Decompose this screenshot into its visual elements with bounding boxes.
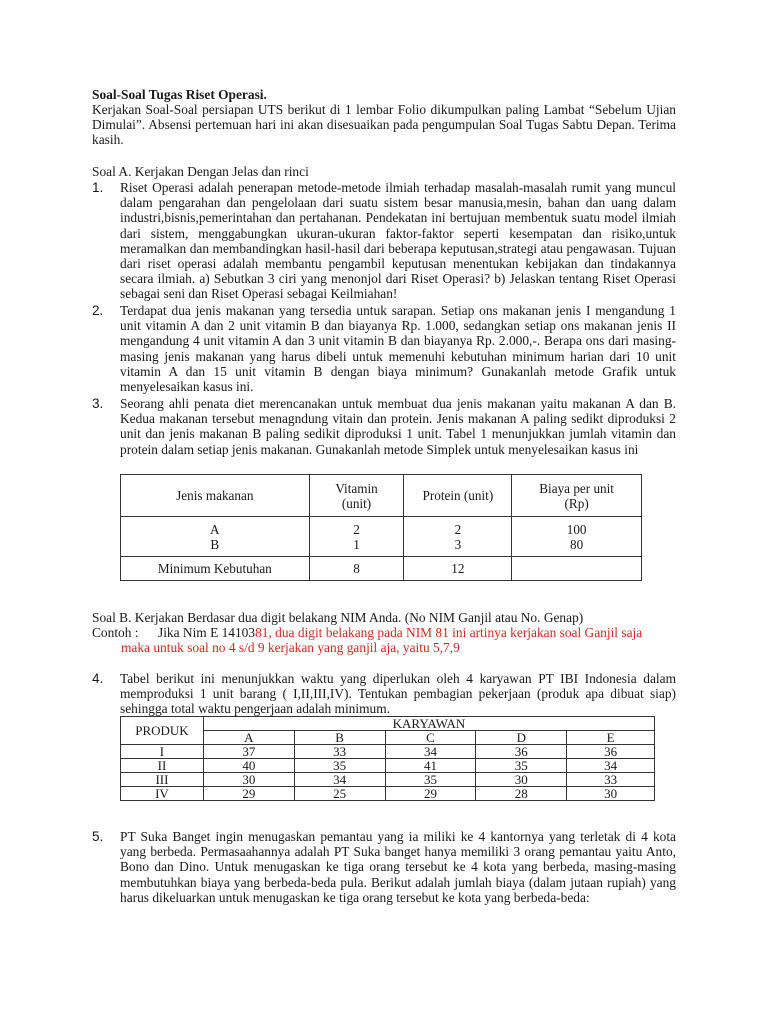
question-text: Seorang ahli penata diet merencanakan untuk membuat dua jenis makanan yaitu makanan A dan B. Kedua makanan tersebut menagndung vitain dan protein. Jenis makanan A paling sedikt diproduksi 2 unit dan jenis makanan B paling sedikit diproduksi 1 unit. Tabel 1 menunjukkan jumlah vitamin dan protein dalam setiap jenis makanan. Gunakanlah metode Simplek untuk menyelesaikan kasus ini — [120, 396, 676, 457]
header-vitamin: Vitamin (unit) — [309, 475, 404, 517]
question-3 — [92, 396, 676, 457]
intro-paragraph: Kerjakan Soal-Soal persiapan UTS berikut di 1 lembar Folio dikumpulkan paling Lambat “Sebelum Ujian Dimulai”. Absensi pertemuan hari ini akan disesuaikan pada pengumpulan Soal Tugas Sabtu Depan. Terima kasih. — [92, 102, 676, 148]
header-biaya: Biaya per unit (Rp) — [512, 475, 642, 517]
table-row: A B 2 1 2 3 100 80 — [121, 517, 642, 557]
question-number: 3. — [92, 396, 104, 411]
example-note: Contoh : Jika Nim E 1410381, dua digit belakang pada NIM 81 ini artinya kerjakan soal Ganjil saja maka untuk soal no 4 s/d 9 kerjakan yang ganjil aja, yaitu 5,7,9 — [92, 625, 643, 656]
question-2 — [92, 303, 676, 394]
karyawan-table — [120, 716, 655, 801]
table-row: III 30 34 35 30 33 — [121, 773, 655, 787]
header-protein: Protein (unit) — [404, 475, 512, 517]
header-jenis-makanan: Jenis makanan — [121, 475, 310, 517]
question-text: Tabel berikut ini menunjukkan waktu yang diperlukan oleh 4 karyawan PT IBI Indonesia dalam memproduksi 1 unit barang ( I,II,III,IV). Tentukan pembagian pekerjaan (produk apa dibuat siap) sehingga total waktu pengerjaan adalah minimum. — [120, 671, 676, 717]
table-row-minimum: Minimum Kebutuhan 8 12 — [121, 557, 642, 581]
document-title: Soal-Soal Tugas Riset Operasi. — [92, 87, 267, 102]
table-row: II 40 35 41 35 34 — [121, 759, 655, 773]
question-5 — [92, 829, 676, 905]
header-produk: PRODUK — [121, 717, 204, 745]
question-number: 2. — [92, 303, 104, 318]
question-number: 5. — [92, 829, 104, 844]
question-number: 4. — [92, 671, 104, 686]
section-a-heading: Soal A. Kerjakan Dengan Jelas dan rinci — [92, 164, 309, 179]
question-1 — [92, 180, 676, 302]
table-header-row — [121, 717, 655, 731]
table-subheader-row: A B C D E — [121, 731, 655, 745]
section-b-heading: Soal B. Kerjakan Berdasar dua digit belakang NIM Anda. (No NIM Ganjil atau No. Genap) — [92, 610, 584, 625]
example-label: Contoh : — [92, 625, 139, 640]
nutrition-table — [120, 474, 642, 581]
question-text: Riset Operasi adalah penerapan metode-metode ilmiah terhadap masalah-masalah rumit yang muncul dalam pengarahan dan pengelolaan dari suatu sistem besar manusia,mesin, bahan dan uang dalam industri,bisnis,pemerintahan dan pertahanan. Pendekatan ini bertujuan membentuk suatu model ilmiah dari sistem, menggabungkan ukuran-ukuran faktor-faktor seperti kesempatan dan risiko,untuk meramalkan dan membandingkan hasil-hasil dari beberapa keputusan,strategi atau pengawasan. Tujuan dari riset operasi adalah membantu pengambil keputusan menentukan kebijakan dan tindakannya secara ilmiah. a) Sebutkan 3 ciri yang menonjol dari Riset Operasi? b) Jelaskan tentang Riset Operasi sebagai seni dan Riset Operasi sebagai Keilmiahan! — [120, 180, 676, 302]
table-row: IV 29 25 29 28 30 — [121, 787, 655, 801]
question-4 — [92, 671, 676, 717]
question-text: Terdapat dua jenis makanan yang tersedia untuk sarapan. Setiap ons makanan jenis I mengandung 1 unit vitamin A dan 2 unit vitamin B dan biayanya Rp. 1.000, sedangkan setiap ons makanan jenis II mengandung 4 unit vitamin A dan 3 unit vitamin B dan biayanya Rp. 2.000,-. Berapa ons dari masing-masing jenis makanan yang harus dibeli untuk memenuhi kebutuhan minimum harian dari 10 unit vitamin A dan 15 unit vitamin B dengan biaya minimum? Gunakanlah metode Grafik untuk menyelesaikan kasus ini. — [120, 303, 676, 395]
question-text: PT Suka Banget ingin menugaskan pemantau yang ia miliki ke 4 kantornya yang terletak di 4 kota yang berbeda. Permasaahannya adalah PT Suka banget hanya memiliki 3 orang pemantau yaitu Anto, Bono dan Dino. Untuk menugaskan ke tiga orang tersebut ke 4 kota yang berbeda, masing-masing membutuhkan biaya yang berbeda-beda pula. Berikut adalah jumlah biaya (dalam jutaan rupiah) yang harus dikeluarkan untuk menugaskan ke tiga orang tersebut ke kota yang berbeda-beda: — [120, 829, 676, 905]
table-header-row — [121, 475, 642, 517]
header-karyawan: KARYAWAN — [203, 717, 654, 731]
table-row: I 37 33 34 36 36 — [121, 745, 655, 759]
question-number: 1. — [92, 180, 104, 195]
